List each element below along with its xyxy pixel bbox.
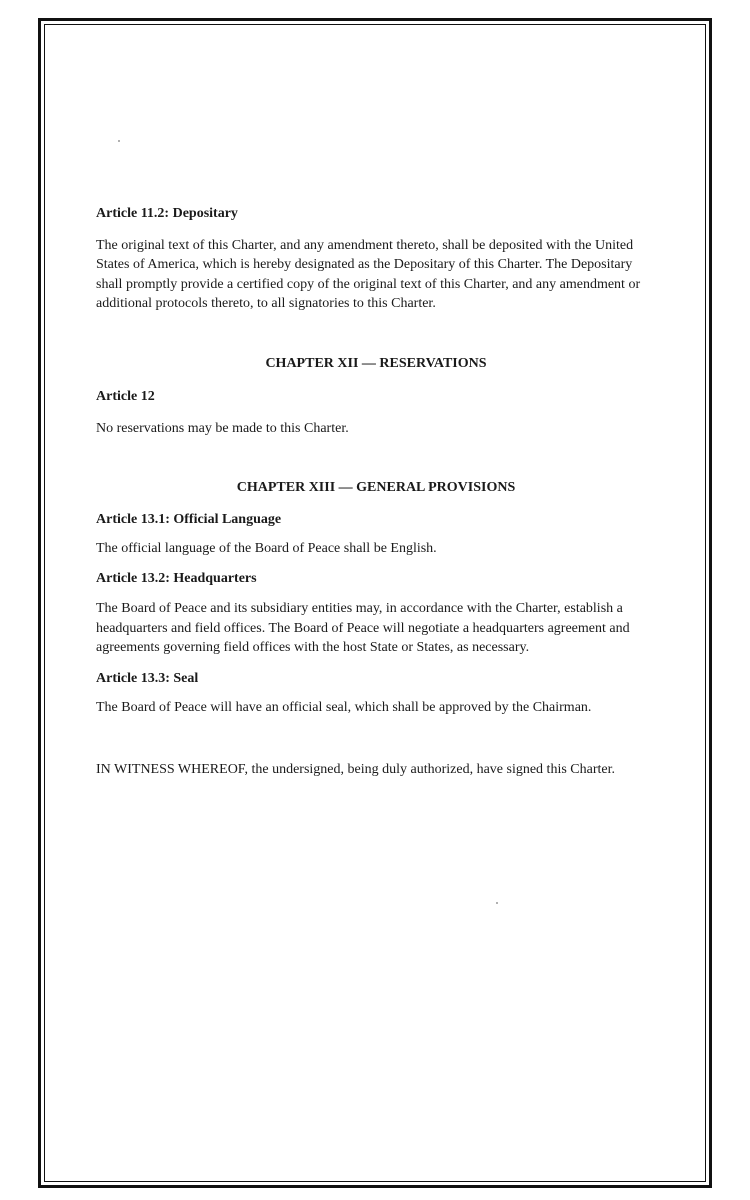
- article-11-2-text: [96, 236, 656, 314]
- article-13-3-heading: Article 13.3: Seal: [96, 670, 199, 686]
- article-11-2-line: The original text of this Charter, and any amendment thereto, shall be deposited with the United: [96, 237, 634, 253]
- witness-clause: IN WITNESS WHEREOF, the undersigned, being duly authorized, have signed this Charter.: [96, 761, 615, 777]
- article-13-1-heading: Article 13.1: Official Language: [96, 511, 282, 527]
- article-11-2-line: additional protocols thereto, to all signatories to this Charter.: [96, 296, 436, 311]
- article-12-heading: Article 12: [96, 389, 155, 404]
- chapter-xiii-title: CHAPTER XIII — GENERAL PROVISIONS: [236, 480, 516, 495]
- article-11-2-line: shall promptly provide a certified copy of the original text of this Charter, and any amendment or: [96, 276, 641, 292]
- document-body: [96, 204, 656, 779]
- article-13-2-heading: Article 13.2: Headquarters: [96, 570, 257, 586]
- article-13-2-line: agreements governing field offices with the host State or States, as necessary.: [96, 640, 530, 655]
- article-13-1-text: The official language of the Board of Peace shall be English.: [96, 541, 437, 556]
- chapter-xii-title: CHAPTER XII — RESERVATIONS: [265, 355, 487, 371]
- article-11-2-line: States of America, which is hereby designated as the Depositary of this Charter. The Depositary: [96, 257, 633, 272]
- article-13-2-line: The Board of Peace and its subsidiary entities may, in accordance with the Charter, establish a: [96, 601, 623, 616]
- scan-speck: [118, 140, 120, 142]
- article-13-2-text: [96, 599, 656, 658]
- article-11-2-heading: Article 11.2: Depositary: [96, 206, 238, 221]
- article-12-text: No reservations may be made to this Charter.: [96, 420, 349, 436]
- article-13-2-line: headquarters and field offices. The Board of Peace will negotiate a headquarters agreement and: [96, 620, 630, 636]
- scan-speck: [496, 902, 498, 904]
- article-13-3-text: The Board of Peace will have an official seal, which shall be approved by the Chairman.: [96, 700, 592, 715]
